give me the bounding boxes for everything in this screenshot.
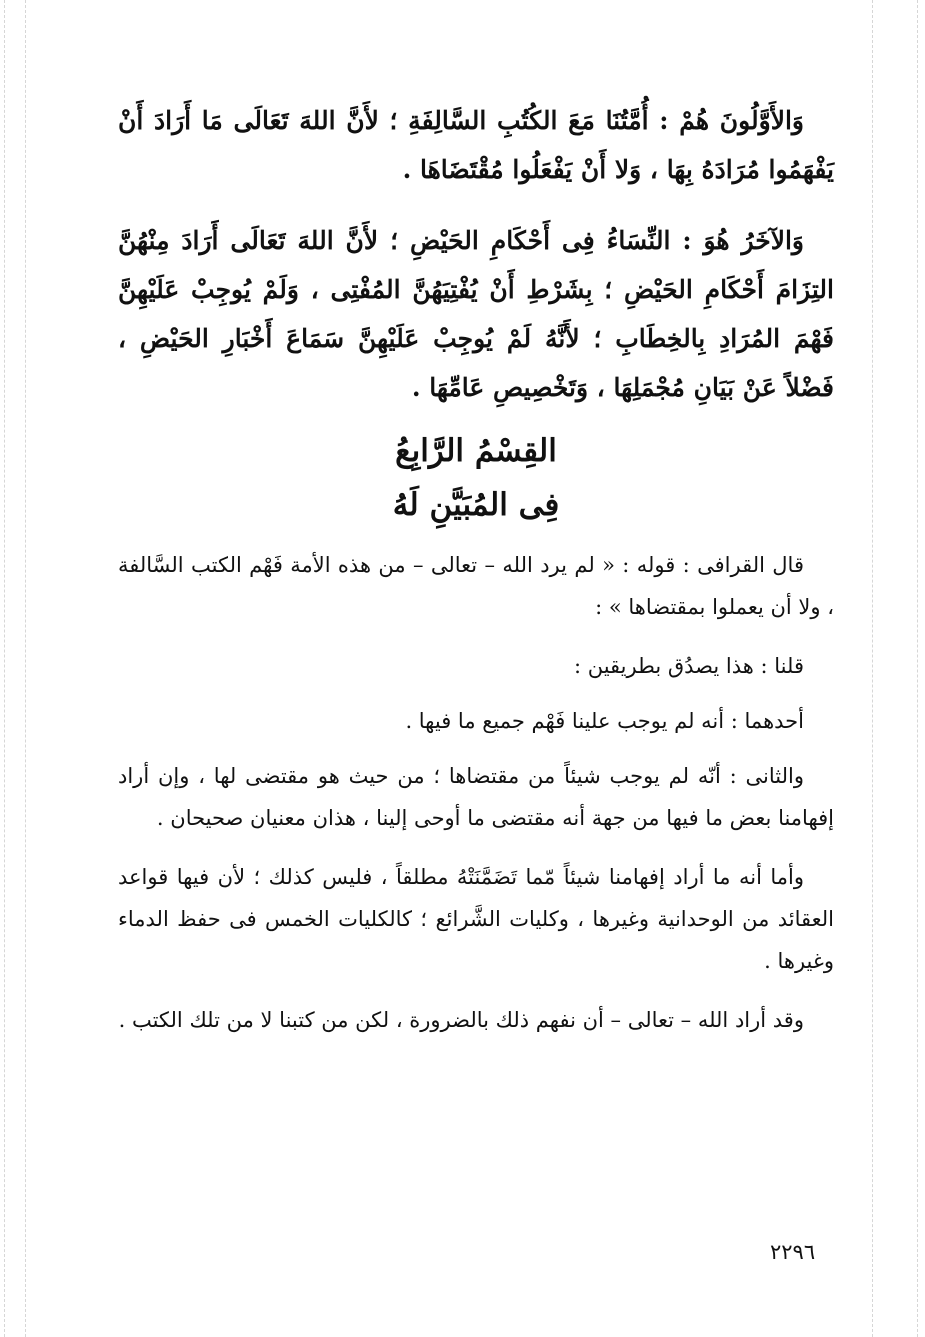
- scan-edge-line: [872, 0, 873, 1337]
- paragraph-second-way: والثانى : أنّه لم يوجب شيئاً من مقتضاها ؛ من حيث هو مقتضى لها ، وإن أراد إفهامنا بعض ما فيها من جهة أنه مقتضى ما أوحى إلينا ، هذان معنيان صحيحان .: [118, 764, 834, 830]
- section-heading-subtitle: فِى المُبَيَّنِ لَهُ: [392, 487, 560, 523]
- page-number: ٢٢٩٦: [770, 1240, 816, 1264]
- paragraph-first-way: أحدهما : أنه لم يوجب علينا فَهْم جميع ما فيها .: [405, 709, 804, 733]
- paragraph-god-willed: وقد أراد الله – تعالى – أن نفهم ذلك بالضرورة ، لكن من كتبنا لا من تلك الكتب .: [118, 1008, 804, 1032]
- scan-edge-line: [917, 0, 918, 1337]
- paragraph-first-nations: وَالأَوَّلُونَ هُمْ : أُمَّتُنَا مَعَ الكُتُبِ السَّالِفَةِ ؛ لأَنَّ اللهَ تَعَالَى مَا أَرَادَ أَنْ يَفْهَمُوا مُرَادَهُ بِهَا ، وَلا أَنْ يَفْعَلُوا مُقْتَضَاهَا .: [118, 106, 834, 184]
- paragraph-qarafi-quote: قال القرافى : قوله : « لم يرد الله – تعالى – من هذه الأمة فَهْم الكتب السَّالفة ، ولا أن يعملوا بمقتضاها » :: [118, 553, 834, 619]
- paragraph-not-absolute: وأما أنه ما أراد إفهامنا شيئاً مّما تَضَمَّنَتْهُ مطلقاً ، فليس كذلك ؛ لأن فيها قواعد العقائد من الوحدانية وغيرها ، وكليات الشَّرائع ؛ كالكليات الخمس فى حفظ الدماء وغيرها .: [118, 865, 834, 973]
- page-text-block: [118, 96, 834, 1058]
- section-heading-title: القِسْمُ الرَّابِعُ: [395, 433, 557, 469]
- paragraph-women-menstruation: وَالآخَرُ هُوَ : النِّسَاءُ فِى أَحْكَامِ الحَيْضِ ؛ لأَنَّ اللهَ تَعَالَى أَرَادَ مِنْهُنَّ التِزَامَ أَحْكَامِ الحَيْضِ ؛ بِشَرْطِ أَنْ يُفْتِيَهُنَّ المُفْتِى ، وَلَمْ يُوجِبْ عَلَيْهِنَّ فَهْمَ المُرَادِ بِالخِطَابِ ؛ لأَنَّهُ لَمْ يُوجِبْ عَلَيْهِنَّ سَمَاعَ أَخْبَارِ الحَيْضِ ، فَضْلاً عَنْ بَيَانِ مُجْمَلِهَا ، وَتَخْصِيصِ عَامِّهَا .: [118, 226, 834, 402]
- scan-edge-line: [25, 0, 26, 1337]
- scan-edge-line: [4, 0, 5, 1337]
- paragraph-two-ways: قلنا : هذا يصدُق بطريقين :: [573, 654, 804, 678]
